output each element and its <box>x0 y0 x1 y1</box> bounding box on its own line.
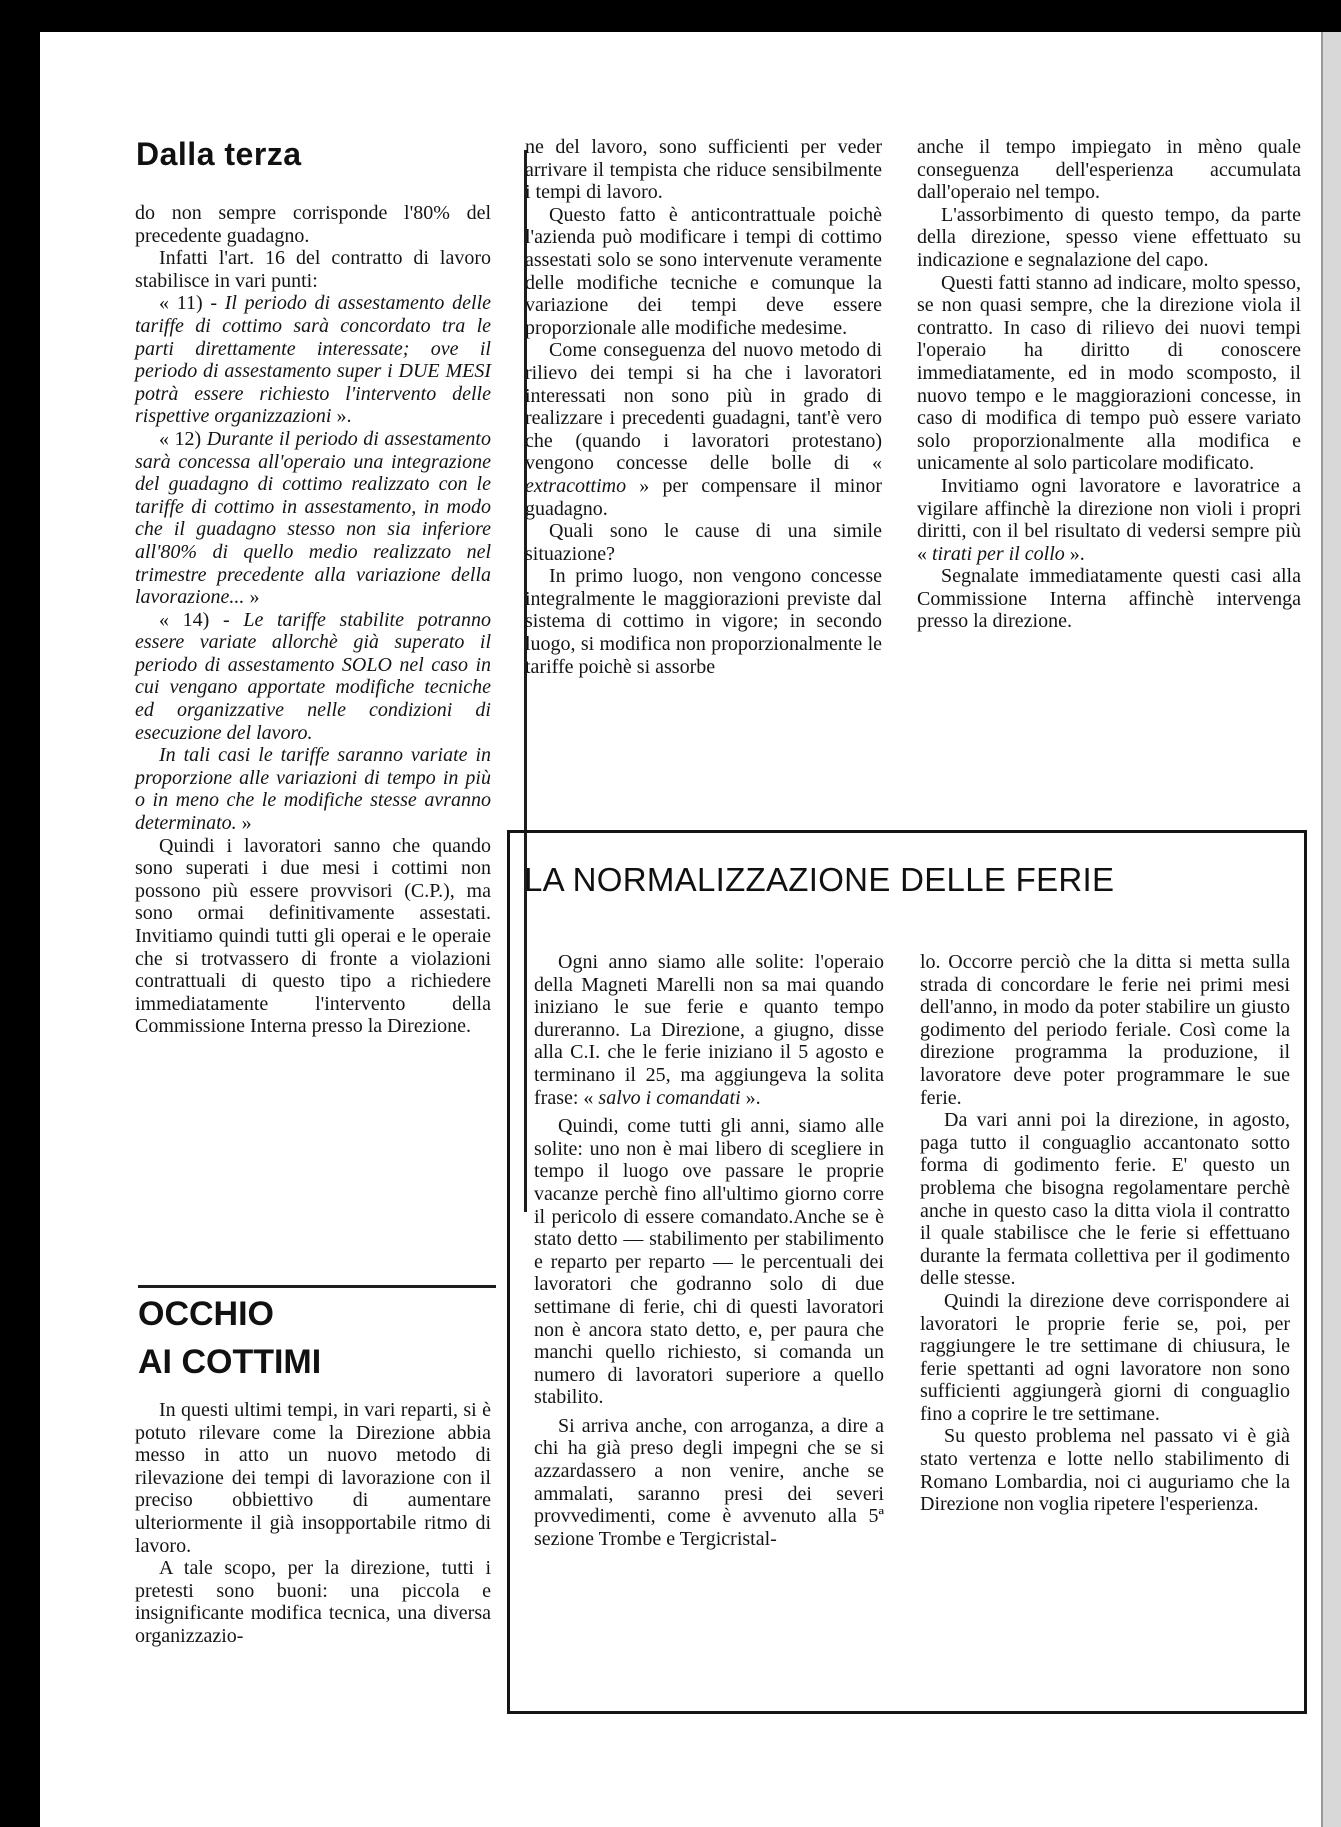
quote-suffix: » <box>236 812 252 835</box>
section-heading-occhio <box>138 1290 321 1386</box>
paragraph: Quindi la direzione deve corrispondere ai lavoratori le proprie ferie se, poi, per raggiungere le tre settimane di chiusura, le ferie spettanti ad ogni lavoratore non sono sufficienti aggiungerà giorni di conguaglio fino a coprire le tre settimane. <box>920 1289 1290 1425</box>
occhio-body <box>135 1399 491 1648</box>
quote-paragraph <box>135 428 491 609</box>
italic-text: salvo i comandati <box>598 1086 741 1109</box>
paragraph: Su questo problema nel passato vi è già stato vertenza e lotte nello stabilimento di Romano Lombardia, noi ci auguriamo che la Direzione non voglia ripetere l'esperienza. <box>920 1425 1290 1516</box>
paragraph: L'assorbimento di questo tempo, da parte della direzione, spesso viene effettuato su indicazione e segnalazione del capo. <box>917 203 1301 271</box>
paragraph: A tale scopo, per la direzione, tutti i pretesti sono buoni: una piccola e insignificante modifica tecnica, una diversa organizzazio- <box>135 1557 491 1647</box>
paragraph <box>917 475 1301 565</box>
ferie-column-right <box>920 951 1290 1516</box>
quote-text: Le tariffe stabilite potranno essere variate allorchè già superato il periodo di assestamento SOLO nel caso in cui vengano apportate modifiche tecniche ed organizzative nelle condizioni di esecuzione del lavoro. <box>135 608 491 744</box>
paragraph: ne del lavoro, sono sufficienti per veder arrivare il tempista che riduce sensibilmente i tempi di lavoro. <box>525 136 882 204</box>
paragraph: Quindi i lavoratori sanno che quando sono superati i due mesi i cottimi non possono più essere provvisori (C.P.), ma sono ormai definitivamente assestati. Invitiamo quindi tutti gli operai e le operaie che si trotvassero di fronte a violazioni contrattuali di questo tipo a richiedere immediatamente l'intervento della Commissione Interna presso la Direzione. <box>135 834 491 1038</box>
quote-text: In tali casi le tariffe saranno variate in proporzione alle variazioni di tempo in più o in meno che le modifiche stesse avranno determinato. <box>135 744 491 835</box>
paragraph: Infatti l'art. 16 del contratto di lavoro stabilisce in vari punti: <box>135 247 491 292</box>
quote-text: Il periodo di assestamento delle tariffe di cottimo sarà concordato tra le parti direttamente interessate; ove il periodo di assestamento super i DUE MESI potrà essere richiesto l'intervento delle rispettive organizzazioni <box>135 292 491 428</box>
heading-line: AI COTTIMI <box>138 1343 322 1381</box>
column-middle <box>525 136 882 678</box>
section-divider <box>138 1285 496 1288</box>
paragraph: Quindi, come tutti gli anni, siamo alle solite: uno non è mai libero di scegliere in tempo il luogo ove passare le proprie vacanze perchè fino all'ultimo giorno corre il pericolo di essere comandato.Anche se è stato detto — stabilimento per stabilimento e reparto per reparto — le percentuali dei lavoratori che godranno solo di due settimane di ferie, chi di questi lavoratori non è ancora stato detto, e, per paura che manchi quello richiesto, si comanda un numero di lavoratori superiore a quello stabilito. <box>534 1115 884 1409</box>
quote-prefix: « 11) - <box>159 292 225 315</box>
quote-paragraph <box>135 609 491 745</box>
ferie-column-left <box>534 951 884 1550</box>
paragraph: Da vari anni poi la direzione, in agosto, paga tutto il conguaglio accantonato sotto forma di godimento ferie. E' questo un problema che bisogna regolamentare perchè anche in questo caso la ditta viola il contratto il quale stabilisce che le ferie si effettuano durante la fermata collettiva per il godimento delle stesse. <box>920 1109 1290 1290</box>
italic-text: tirati per il collo <box>932 542 1065 565</box>
paragraph: lo. Occorre perciò che la ditta si metta sulla strada di concordare le ferie nei primi mesi dell'anno, in modo da poter stabilire un giusto godimento del periodo feriale. Così come la direzione programma la produzione, il lavoratore deve poter programmare le sue ferie. <box>920 951 1290 1109</box>
text-run: ». <box>1064 542 1085 565</box>
quote-suffix: ». <box>331 405 352 428</box>
quote-prefix: « 14) - <box>159 608 244 631</box>
ferie-article-box <box>507 830 1307 1714</box>
quote-suffix: » <box>244 586 260 609</box>
paragraph: anche il tempo impiegato in mèno quale conseguenza dell'esperienza accumulata dall'operaio nel tempo. <box>917 136 1301 204</box>
text-run: » per compensare il minor guadagno. <box>525 474 882 520</box>
section-heading-dalla-terza: Dalla terza <box>136 136 302 172</box>
quote-paragraph <box>135 744 491 834</box>
text-run: Ogni anno siamo alle solite: l'operaio della Magneti Marelli non sa mai quando iniziano le sue ferie e quanto tempo dureranno. La Direzione, a giugno, disse alla C.I. che le ferie iniziano il 5 agosto e terminano il 25, ma aggiungeva la solita frase: « <box>534 951 884 1109</box>
column-right <box>917 136 1301 633</box>
page-edge <box>1321 32 1341 1827</box>
text-run: ». <box>740 1086 761 1109</box>
paragraph <box>534 951 884 1109</box>
paragraph: Questi fatti stanno ad indicare, molto spesso, se non quasi sempre, che la direzione viola il contratto. In caso di rilievo dei nuovi tempi l'operaio ha diritto di conoscere immediatamente, ed in modo scomposto, il nuovo tempo e le maggiorazioni concesse, in caso di modifica di tempo può essere variato solo proporzionalmente alla modifica e unicamente al solo particolare modificato. <box>917 271 1301 475</box>
heading-line: OCCHIO <box>138 1295 274 1333</box>
paragraph: Questo fatto è anticontrattuale poichè l'azienda può modificare i tempi di cottimo assestati solo se sono intervenute veramente delle modifiche tecniche e comunque la variazione dei tempi deve essere proporzionale alle modifiche medesime. <box>525 203 882 339</box>
paragraph: In primo luogo, non vengono concesse integralmente le maggiorazioni previste dal sistema di cottimo in vigore; in secondo luogo, si modifica non proporzionalmente le tariffe poichè si assorbe <box>525 565 882 678</box>
paragraph: In questi ultimi tempi, in vari reparti, si è potuto rilevare come la Direzione abbia messo in atto un nuovo metodo di rilevazione dei tempi di lavorazione con il preciso obbiettivo di aumentare ulteriormente il già insopportabile ritmo di lavoro. <box>135 1399 491 1557</box>
quote-paragraph <box>135 292 491 428</box>
paragraph: Quali sono le cause di una simile situazione? <box>525 520 882 565</box>
italic-text: extracottimo <box>525 474 627 497</box>
text-run: Come conseguenza del nuovo metodo di rilievo dei tempi si ha che i lavoratori interessati non sono più in grado di realizzare i precedenti guadagni, tant'è vero che (quando i lavoratori protestano) vengono concesse delle bolle di « <box>525 339 882 475</box>
paragraph: Si arriva anche, con arroganza, a dire a chi ha già preso degli impegni che se si azzardassero a non venire, anche se ammalati, saranno presi dei severi provvedimenti, come è avvenuto alla 5ª sezione Trombe e Tergicristal- <box>534 1414 884 1550</box>
paragraph <box>525 339 882 520</box>
ferie-title: LA NORMALIZZAZIONE DELLE FERIE <box>524 861 1115 898</box>
text-run: Invitiamo ogni lavoratore e lavoratrice a vigilare affinchè la direzione non violi i propri diritti, con il bel risultato di vedersi sempre più « <box>917 474 1301 565</box>
paragraph: do non sempre corrisponde l'80% del precedente guadagno. <box>135 202 491 247</box>
quote-prefix: « 12) <box>159 427 207 450</box>
quote-text: Durante il periodo di assestamento sarà concessa all'operaio una integrazione del guadagno di cottimo realizzato con le tariffe di cottimo in assestamento, in modo che il guadagno stesso non sia inferiore all'80% di quello medio realizzato nel trimestre precedente alla variazione della lavorazione... <box>135 427 491 609</box>
column-left <box>135 202 491 1038</box>
newspaper-page <box>40 32 1341 1827</box>
paragraph: Segnalate immediatamente questi casi alla Commissione Interna affinchè intervenga presso la direzione. <box>917 565 1301 633</box>
